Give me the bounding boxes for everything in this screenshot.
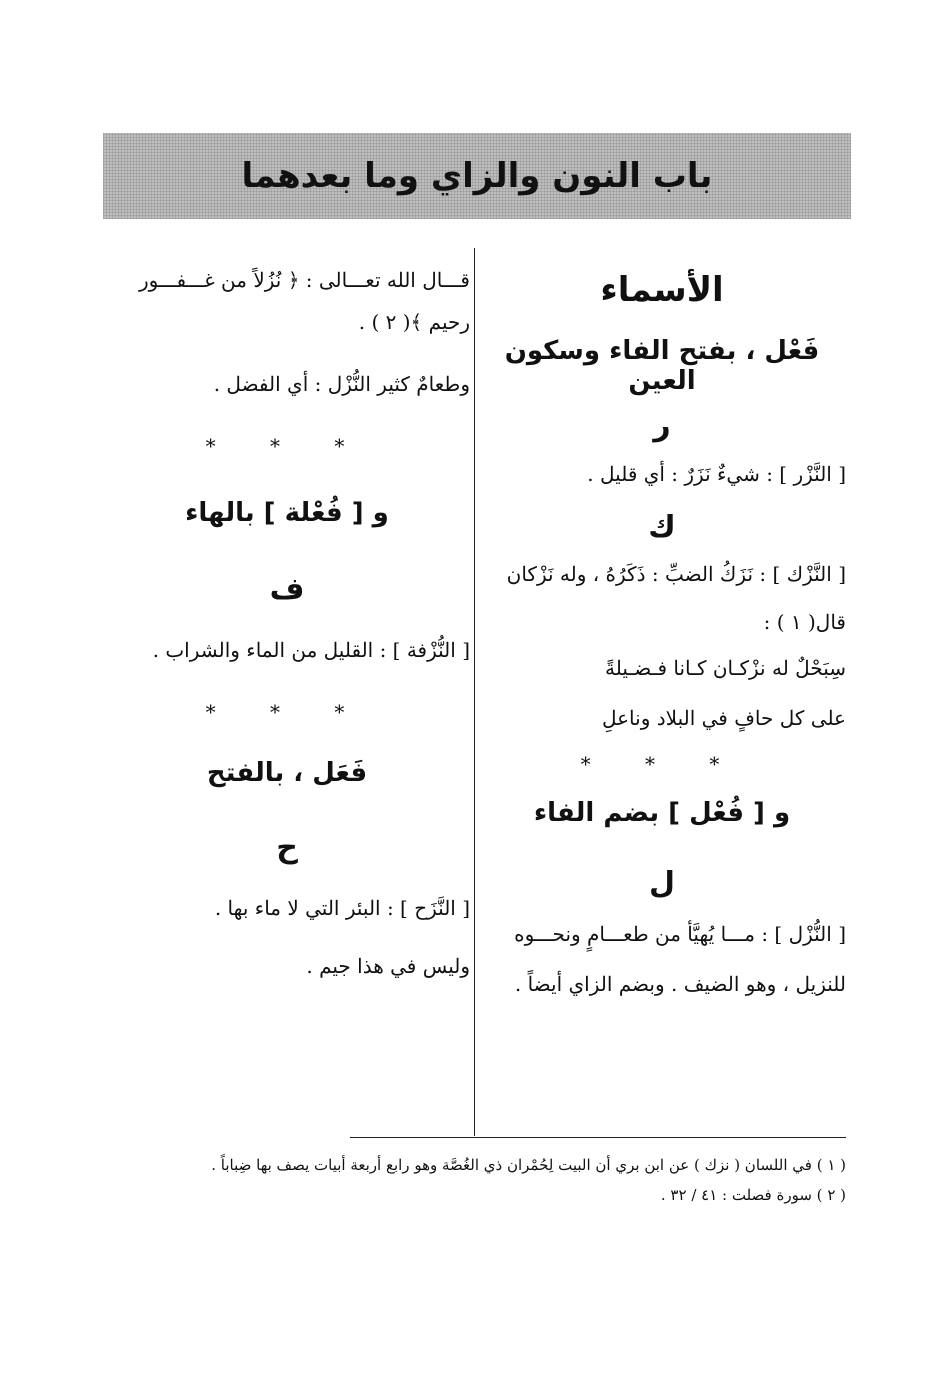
pattern-heading: و [ فُعْل ] بضم الفاء: [533, 798, 791, 828]
letter-heading: ح: [276, 830, 298, 865]
separator-stars: * * *: [205, 434, 369, 458]
footnotes: [86, 1150, 846, 1210]
entry-text: [ النَّزْك ] : نَزَكُ الضبِّ : ذَكَرُهُ ، وله نَزْكان: [506, 562, 846, 586]
footnote-1: ( ١ ) في اللسان ( نزك ) عن ابن بري أن البيت لِحُمْران ذي الغُصَّة وهو رابع أربعة أبيات يصف بها ضِباباً .: [211, 1156, 846, 1174]
left-column: [104, 248, 470, 984]
footnote-rule: [350, 1137, 846, 1138]
quran-line: رحيم ﴾( ٢ ) .: [358, 310, 470, 334]
quran-line: قـــال الله تعـــالى : ﴿ نُزُلاً من غـــفـــور: [138, 268, 470, 292]
chapter-banner: [103, 133, 851, 219]
entry-text: وليس في هذا جيم .: [306, 954, 470, 978]
section-title: الأسماء: [600, 270, 724, 310]
entry-text: [ النُّزْل ] : مـــا يُهيَّأ من طعـــامٍ ونحـــوه: [514, 922, 846, 946]
entry-text: [ النَّزْر ] : شيءٌ نَزَرٌ : أي قليل .: [587, 462, 846, 486]
poem-line: على كل حافٍ في البلاد وناعلِ: [601, 706, 846, 730]
entry-text: وطعامٌ كثير النُّزْل : أي الفضل .: [213, 372, 470, 396]
letter-heading: ل: [648, 866, 676, 901]
chapter-title: باب النون والزاي وما بعدهما: [241, 156, 713, 196]
separator-stars: * * *: [205, 700, 369, 724]
letter-heading: ف: [269, 572, 305, 607]
separator-stars: * * *: [580, 752, 744, 776]
pattern-heading: فَعَل ، بالفتح: [206, 758, 368, 788]
poem-line: سِبَحْلٌ له نزْكـان كـانا فـضـيلةً: [605, 656, 846, 680]
entry-text: للنزيل ، وهو الضيف . وبضم الزاي أيضاً .: [514, 972, 846, 996]
letter-heading: ر: [653, 408, 671, 443]
pattern-heading: فَعْل ، بفتح الفاء وسكون العين: [504, 336, 820, 396]
entry-text: قال( ١ ) :: [763, 610, 846, 634]
pattern-heading: و [ فُعْلة ] بالهاء: [185, 498, 389, 528]
right-column: [478, 248, 846, 1002]
entry-text: [ النُّزْفة ] : القليل من الماء والشراب .: [152, 638, 470, 662]
footnote-2: ( ٢ ) سورة فصلت : ٤١ / ٣٢ .: [660, 1186, 846, 1204]
letter-heading: ك: [648, 510, 676, 545]
column-divider: [474, 248, 475, 1136]
entry-text: [ النَّزَح ] : البئر التي لا ماء بها .: [214, 896, 470, 920]
